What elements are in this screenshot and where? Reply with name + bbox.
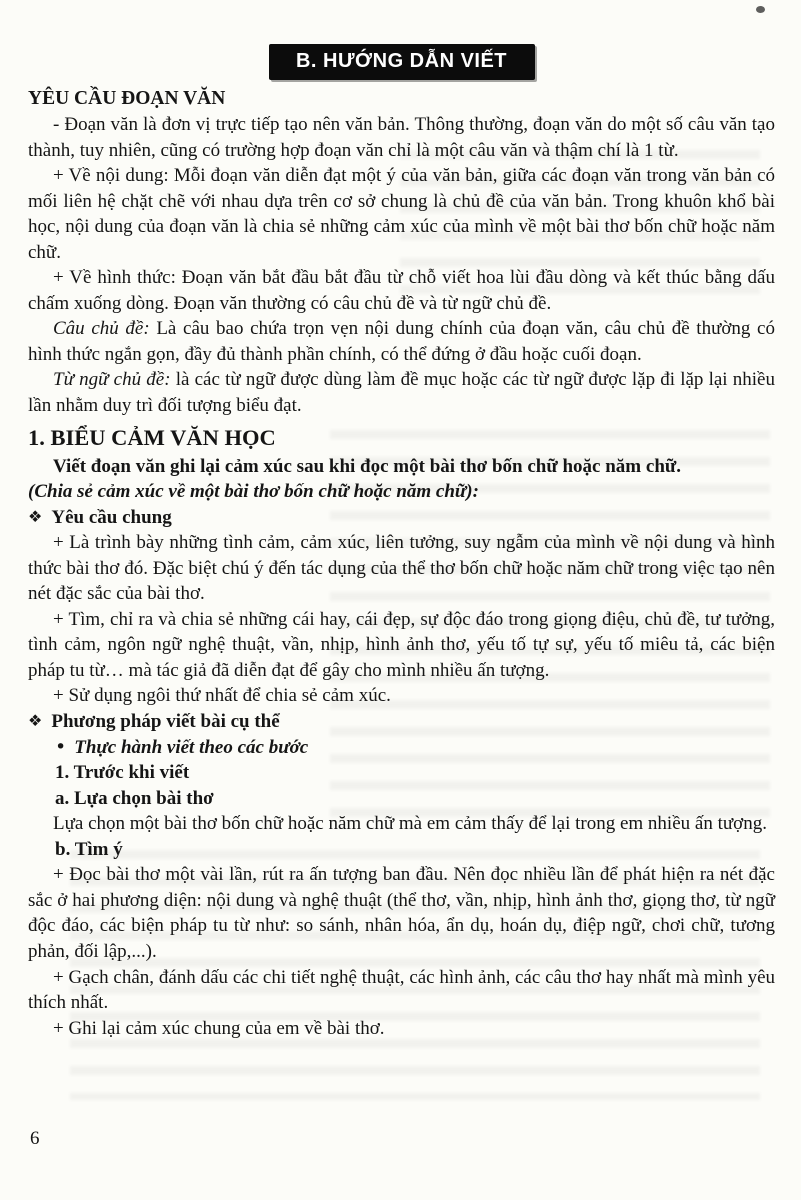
practice-steps-label: Thực hành viết theo các bước [74,736,309,758]
writing-method-label: Phương pháp viết bài cụ thể [51,711,280,733]
heading-paragraph-requirements: YÊU CẦU ĐOẠN VĂN [28,88,226,109]
requirement-item-3: + Sử dụng ngôi thứ nhất để chia sẻ cảm xúc. [53,685,391,707]
step-1b-item-3: + Ghi lại cảm xúc chung của em về bài thơ. [53,1017,385,1039]
section-banner [269,44,535,80]
heading-step-1: 1. Trước khi viết [55,762,190,784]
heading-writing-method [28,709,775,735]
general-requirements-label: Yêu cầu chung [51,506,172,528]
scan-artifact [756,6,765,13]
heading-step-1b: b. Tìm ý [55,838,123,860]
topic-sentence-definition: Là câu bao chứa trọn vẹn nội dung chính của đoạn văn, câu chủ đề thường có hình thức ngắn gọn, đầy đủ thành phần chính, có thể đứng ở đầu hoặc cuối đoạn. [28,318,775,365]
step-1b-item-1: + Đọc bài thơ một vài lần, rút ra ấn tượng ban đầu. Nên đọc nhiều lần để phát hiện ra nét đặc sắc ở hai phương diện: nội dung và nghệ thuật (thể thơ, vần, nhịp, hình ảnh thơ, giọng thơ, từ ngữ độc đáo, các biện pháp tu từ như: so sánh, nhân hóa, ẩn dụ, hoán dụ, điệp ngữ, chơi chữ, tương phản, đối lập,...). [28,864,775,962]
requirement-item-2: + Tìm, chỉ ra và chia sẻ những cái hay, cái đẹp, sự độc đáo trong giọng điệu, chủ đề, tư tưởng, tình cảm, ngôn ngữ nghệ thuật, vần, nhịp, hình ảnh thơ, yếu tố tự sự, yếu tố miêu tả, các biện pháp tu từ… mà tác giả đã diễn đạt để gây cho mình nhiều ấn tượng. [28,608,775,681]
paragraph-intro: - Đoạn văn là đơn vị trực tiếp tạo nên văn bản. Thông thường, đoạn văn do một số câu văn tạo thành, tuy nhiên, cũng có trường hợp đoạn văn chỉ là một câu văn và thậm chí là 1 từ. [28,114,775,161]
paragraph-topic-sentence [28,316,775,367]
topic-words-term: Từ ngữ chủ đề: [53,369,171,391]
heading-step-1a: a. Lựa chọn bài thơ [55,787,214,809]
requirement-item-1: + Là trình bày những tình cảm, cảm xúc, liên tưởng, suy ngẫm của mình về nội dung và hình thức bài thơ đó. Đặc biệt chú ý đến tác dụng của thể thơ bốn chữ hoặc năm chữ trong việc tạo nên nét đặc sắc của bài thơ. [28,532,775,605]
paragraph-topic-words [28,367,775,418]
step-1b-item-2: + Gạch chân, đánh dấu các chi tiết nghệ thuật, các hình ảnh, các câu thơ hay nhất mà mình yêu thích nhất. [28,966,775,1014]
topic-sentence-term: Câu chủ đề: [53,318,150,340]
heading-general-requirements [28,505,775,531]
page-number: 6 [30,1128,40,1149]
diamond-icon: ❖ [28,711,43,731]
paragraph-form-aspect: + Về hình thức: Đoạn văn bắt đầu bắt đầu từ chỗ viết hoa lùi đầu dòng và kết thúc bằng dấu chấm xuống dòng. Đoạn văn thường có câu chủ đề và từ ngữ chủ đề. [28,267,775,314]
paragraph-content-aspect: + Về nội dung: Mỗi đoạn văn diễn đạt một ý của văn bản, giữa các đoạn văn trong văn bản có mối liên hệ chặt chẽ với nhau dựa trên cơ sở chung là chủ đề của văn bản. Trong khuôn khổ bài học, nội dung của đoạn văn là chia sẻ những cảm xúc của mình về một bài thơ bốn chữ hoặc năm chữ. [28,165,775,263]
step-1a-text: Lựa chọn một bài thơ bốn chữ hoặc năm chữ mà em cảm thấy để lại trong em nhiều ấn tượng. [53,813,767,835]
bullet-icon: • [55,735,67,758]
heading-practice-steps [55,735,775,761]
section-banner-label: B. HƯỚNG DẪN VIẾT [295,50,508,72]
diamond-icon: ❖ [28,506,43,526]
topic-words-definition: là các từ ngữ được dùng làm đề mục hoặc các từ ngữ được lặp đi lặp lại nhiều lần nhằm duy trì đối tượng biểu đạt. [28,369,775,417]
task-note: (Chia sẻ cảm xúc về một bài thơ bốn chữ hoặc năm chữ): [28,481,479,503]
task-statement: Viết đoạn văn ghi lại cảm xúc sau khi đọc một bài thơ bốn chữ hoặc năm chữ. [53,455,682,477]
heading-literary-expression: 1. BIỂU CẢM VĂN HỌC [28,424,276,450]
